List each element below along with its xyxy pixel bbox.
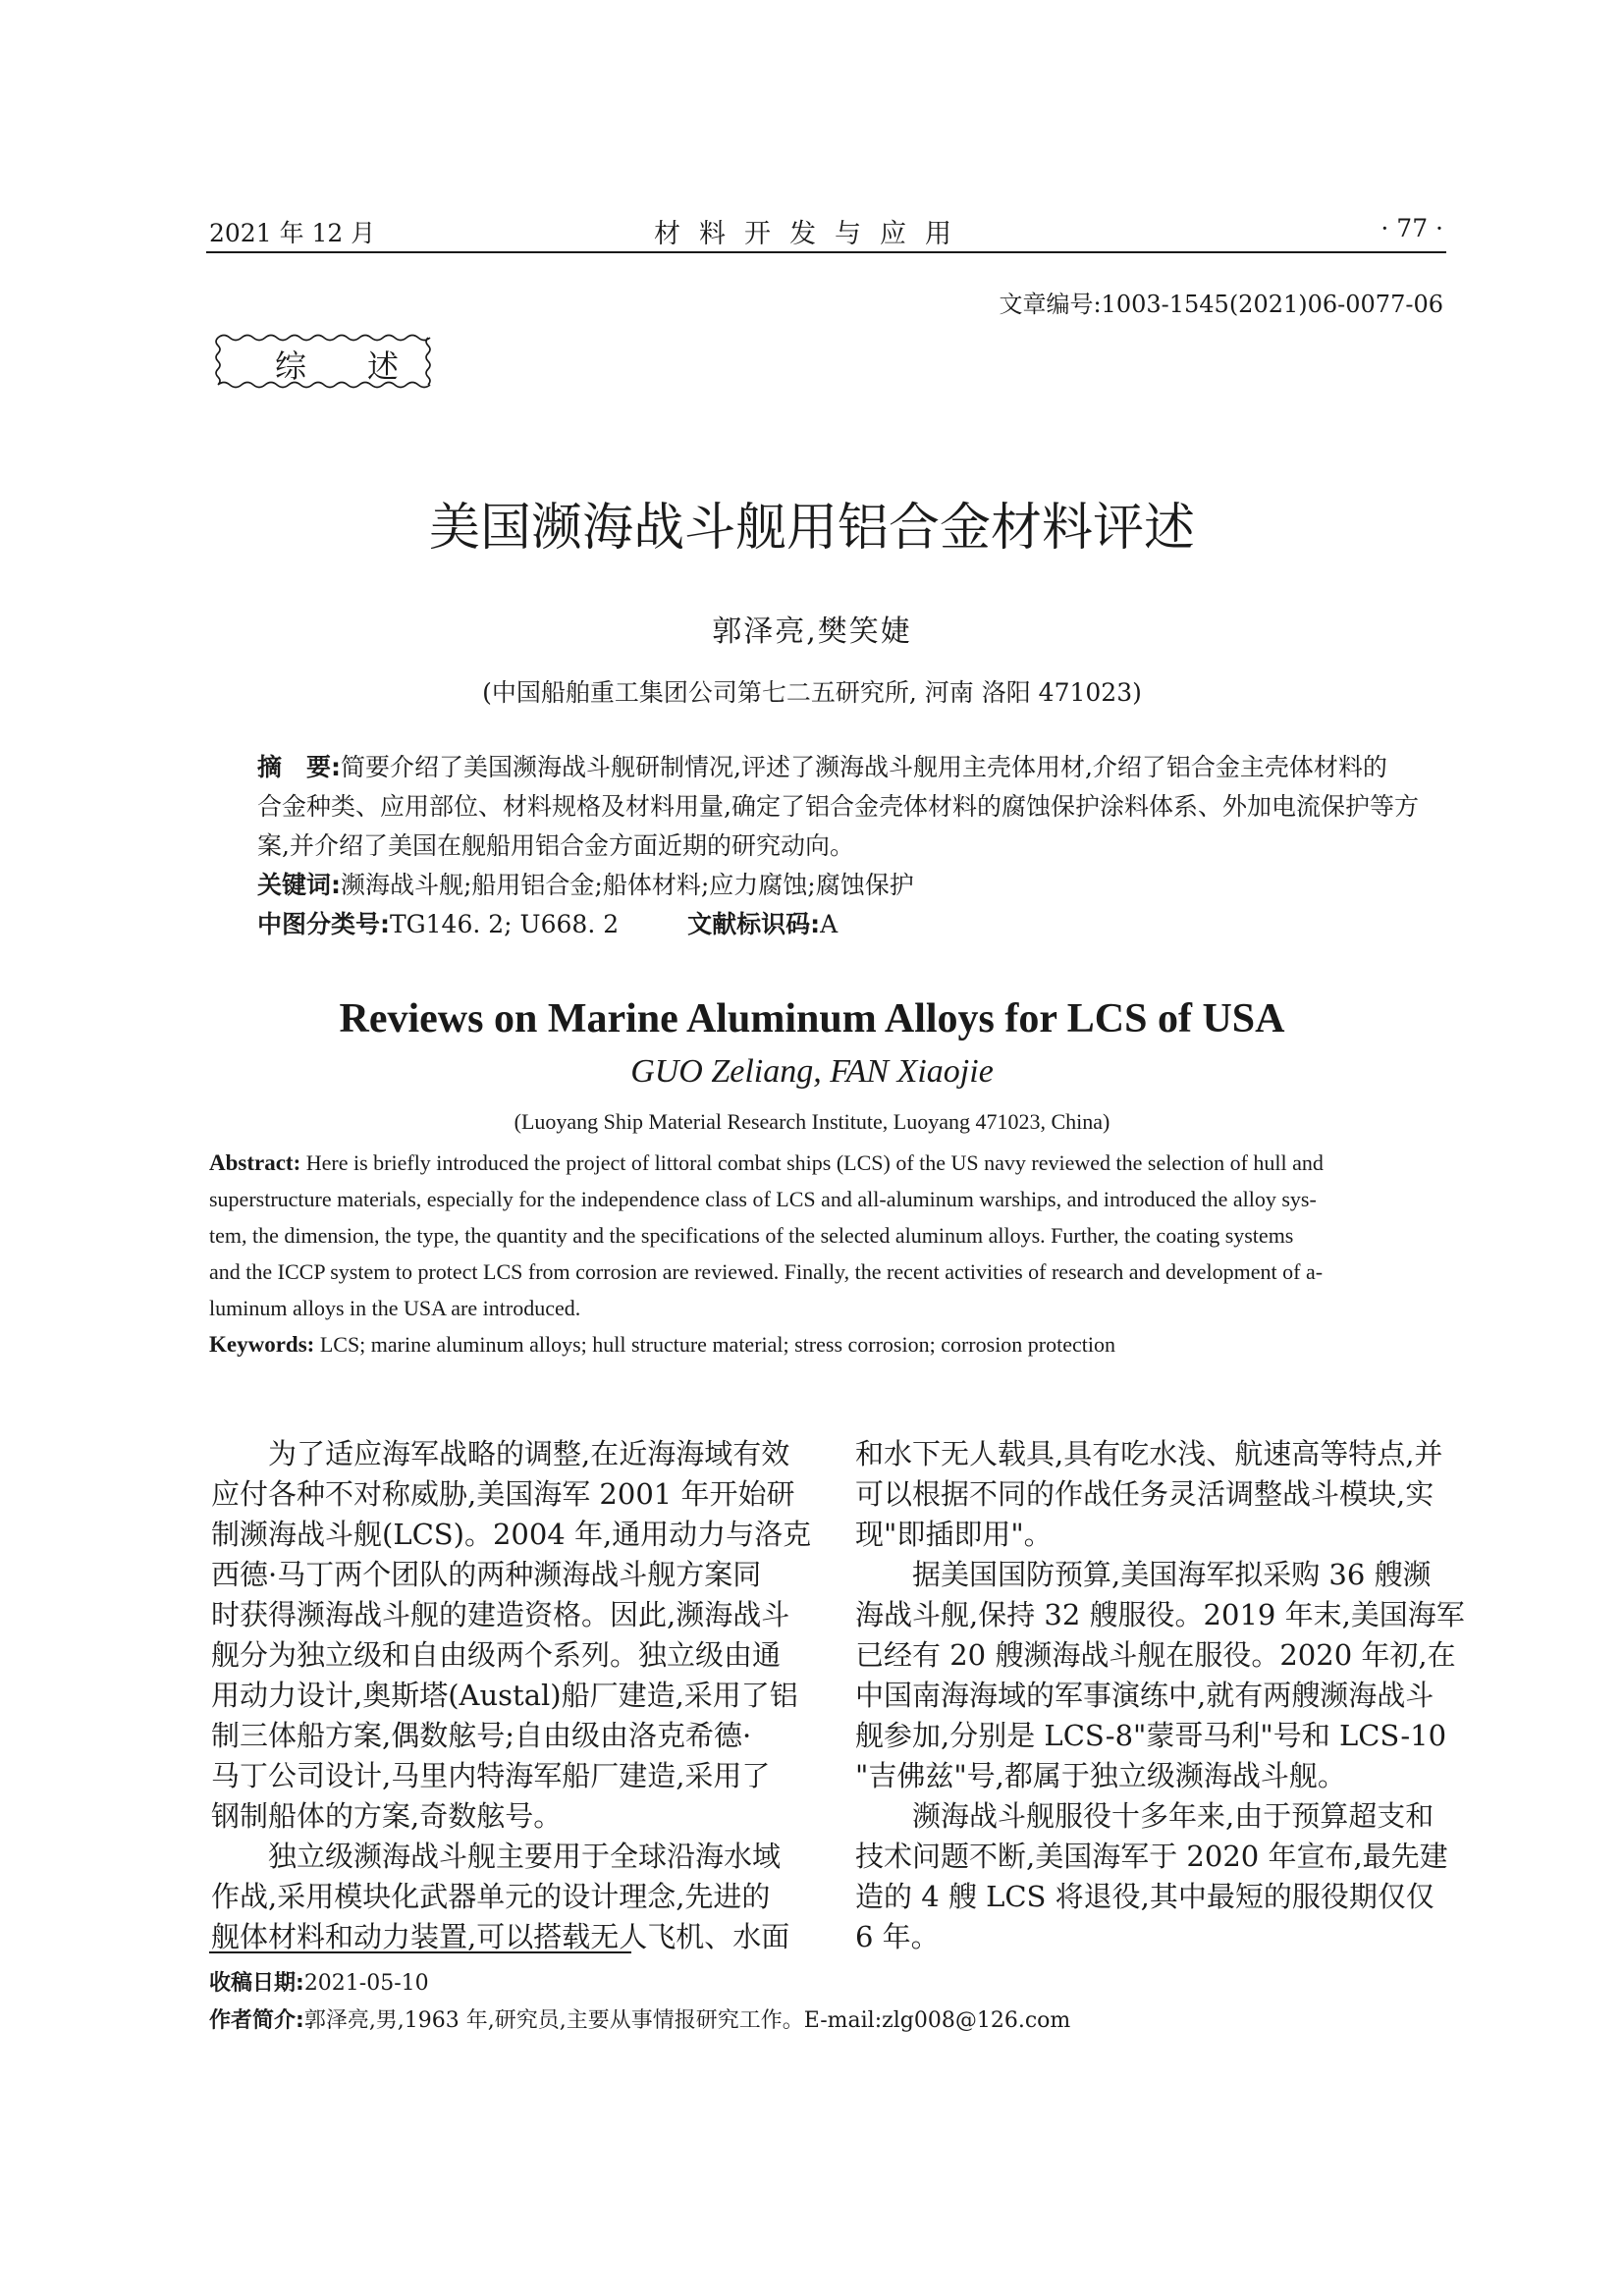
- abstract-cn-line: 合金种类、应用部位、材料规格及材料用量,确定了铝合金壳体材料的腐蚀保护涂料体系、外加电流保护等方: [257, 792, 1419, 821]
- abstract-en-line: superstructure materials, especially for the independence class of LCS and all-aluminum warships, and introduced the alloy sys-: [209, 1187, 1317, 1211]
- abstract-cn-line: 案,并介绍了美国在舰船用铝合金方面近期的研究动向。: [257, 831, 854, 860]
- section-tag: [214, 332, 460, 391]
- body-line: 据美国国防预算,美国海军拟采购 36 艘濒: [855, 1558, 1432, 1591]
- footnote-rule: [209, 1951, 631, 1953]
- section-tag-label: 综述: [275, 347, 460, 385]
- article-title-en: Reviews on Marine Aluminum Alloys for LCS of USA: [339, 996, 1285, 1041]
- received-label: 收稿日期:: [209, 1971, 304, 1996]
- abstract-en-line: luminum alloys in the USA are introduced.: [209, 1296, 581, 1320]
- article-title-cn: 美国濒海战斗舰用铝合金材料评述: [428, 499, 1195, 558]
- article-number: 文章编号:1003-1545(2021)06-0077-06: [999, 291, 1443, 318]
- body-line: 独立级濒海战斗舰主要用于全球沿海水域: [211, 1840, 782, 1873]
- body-line: 马丁公司设计,马里内特海军船厂建造,采用了: [211, 1759, 771, 1792]
- received-date: 收稿日期:2021-05-10: [209, 1971, 429, 1996]
- body-line: 中国南海海域的军事演练中,就有两艘濒海战斗: [855, 1679, 1435, 1712]
- classification-line: [257, 905, 1401, 944]
- body-column-left: [211, 1434, 812, 1957]
- body-column-right: [855, 1434, 1465, 1957]
- body-line: 用动力设计,奥斯塔(Austal)船厂建造,采用了铝: [211, 1679, 798, 1712]
- body-line: "吉佛兹"号,都属于独立级濒海战斗舰。: [855, 1759, 1346, 1792]
- doc-code-label: 文献标识码:: [687, 910, 821, 938]
- body-line: 海战斗舰,保持 32 艘服役。2019 年末,美国海军: [855, 1598, 1465, 1631]
- body-line: 制濒海战斗舰(LCS)。2004 年,通用动力与洛克: [211, 1518, 812, 1551]
- body-line: 6 年。: [855, 1920, 940, 1953]
- page-number: · 77 ·: [1380, 214, 1443, 242]
- body-line: 应付各种不对称威胁,美国海军 2001 年开始研: [211, 1477, 795, 1511]
- abstract-cn: [257, 748, 1419, 944]
- keywords-en: Keywords: LCS; marine aluminum alloys; hull structure material; stress corrosion; corrosion protection: [209, 1332, 1115, 1357]
- abstract-cn-label: 摘 要:: [257, 753, 341, 781]
- body-line: 技术问题不断,美国海军于 2020 年宣布,最先建: [855, 1840, 1448, 1873]
- keywords-en-label: Keywords:: [209, 1332, 315, 1357]
- body-line: 作战,采用模块化武器单元的设计理念,先进的: [211, 1880, 771, 1913]
- authors-en: GUO Zeliang, FAN Xiaojie: [630, 1053, 994, 1090]
- header-rule: [206, 251, 1446, 253]
- abstract-en: [209, 1145, 1446, 1362]
- body-line: 舰体材料和动力装置,可以搭载无人飞机、水面: [211, 1920, 790, 1953]
- body-line: 舰分为独立级和自由级两个系列。独立级由通: [211, 1638, 782, 1672]
- body-line: 已经有 20 艘濒海战斗舰在服役。2020 年初,在: [855, 1638, 1456, 1672]
- body-line: 制三体船方案,偶数舷号;自由级由洛克希德·: [211, 1719, 752, 1752]
- body-line: 造的 4 艘 LCS 将退役,其中最短的服役期仅仅: [855, 1880, 1435, 1913]
- abstract-en-line: Abstract: Here is briefly introduced the project of littoral combat ships (LCS) of the US navy reviewed the selection of hull and: [209, 1150, 1324, 1175]
- abstract-cn-line: 摘 要:简要介绍了美国濒海战斗舰研制情况,评述了濒海战斗舰用主壳体用材,介绍了铝合金主壳体材料的: [257, 753, 1387, 781]
- body-line: 舰参加,分别是 LCS-8"蒙哥马利"号和 LCS-10: [855, 1719, 1447, 1752]
- abstract-en-line: tem, the dimension, the type, the quantity and the specifications of the selected aluminum alloys. Further, the coating systems: [209, 1223, 1294, 1248]
- body-line: 和水下无人载具,具有吃水浅、航速高等特点,并: [855, 1437, 1443, 1470]
- affiliation-en: (Luoyang Ship Material Research Institute, Luoyang 471023, China): [514, 1109, 1110, 1134]
- body-line: 钢制船体的方案,奇数舷号。: [211, 1799, 563, 1833]
- author-bio: 作者简介:郭泽亮,男,1963 年,研究员,主要从事情报研究工作。E-mail:zlg008@126.com: [209, 2008, 1071, 2033]
- abstract-en-label: Abstract:: [209, 1150, 301, 1175]
- doc-code-value: A: [820, 910, 839, 938]
- body-line: 可以根据不同的作战任务灵活调整战斗模块,实: [855, 1477, 1435, 1511]
- keywords-cn: 关键词:濒海战斗舰;船用铝合金;船体材料;应力腐蚀;腐蚀保护: [257, 871, 914, 899]
- clc-label: 中图分类号:: [257, 910, 390, 938]
- body-line: 濒海战斗舰服役十多年来,由于预算超支和: [855, 1799, 1435, 1833]
- affiliation-cn: (中国船舶重工集团公司第七二五研究所, 河南 洛阳 471023): [482, 678, 1142, 707]
- clc-value: TG146. 2; U668. 2: [390, 910, 620, 938]
- author-bio-label: 作者简介:: [209, 2008, 304, 2033]
- body-line: 西德·马丁两个团队的两种濒海战斗舰方案同: [211, 1558, 762, 1591]
- footnotes: [209, 1965, 1070, 2040]
- abstract-en-line: and the ICCP system to protect LCS from corrosion are reviewed. Finally, the recent activities of research and development of a-: [209, 1259, 1324, 1284]
- keywords-cn-label: 关键词:: [257, 871, 341, 899]
- body-line: 现"即插即用"。: [855, 1518, 1053, 1551]
- body-line: 为了适应海军战略的调整,在近海海域有效: [211, 1437, 790, 1470]
- body-line: 时获得濒海战斗舰的建造资格。因此,濒海战斗: [211, 1598, 790, 1631]
- authors-cn: 郭泽亮,樊笑婕: [712, 614, 912, 649]
- journal-name: 材料开发与应用: [654, 219, 970, 249]
- header-date: 2021 年 12 月: [209, 219, 376, 247]
